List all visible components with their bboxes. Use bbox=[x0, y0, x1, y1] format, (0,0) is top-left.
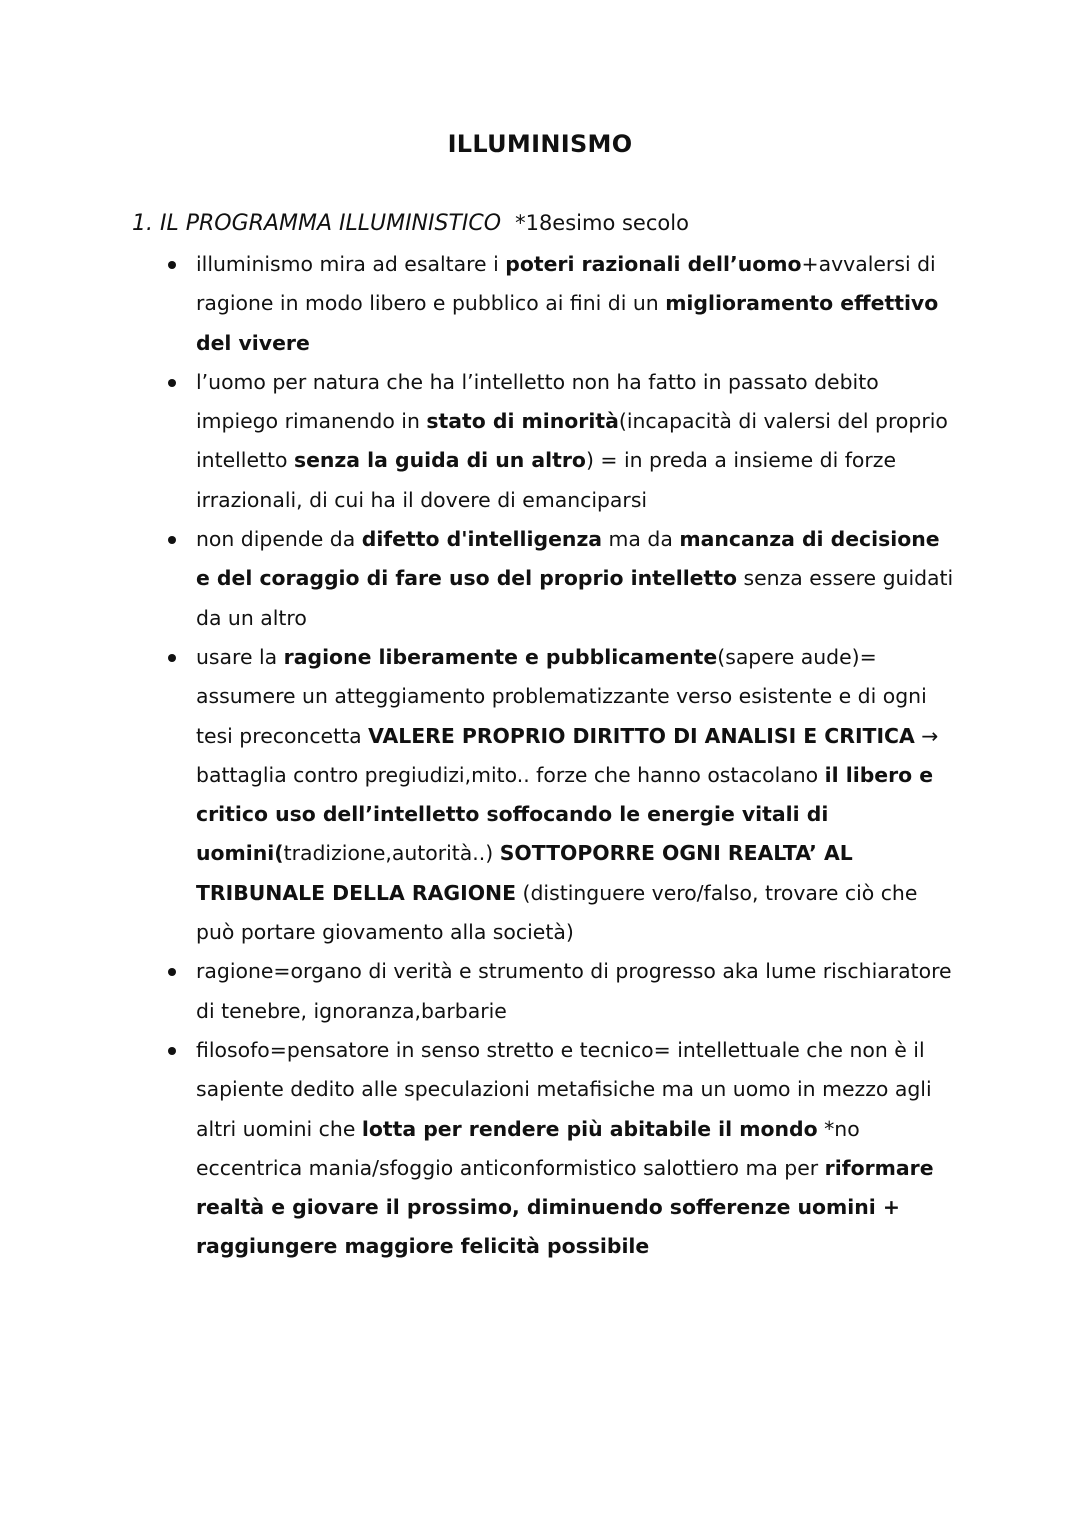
section-title: 1. IL PROGRAMMA ILLUMINISTICO bbox=[132, 211, 502, 236]
bullet-text: senza essere guidati da un altro bbox=[196, 566, 954, 630]
bullet-text: +avvalersi di ragione in modo libero e pubblico ai fini di un bbox=[196, 252, 936, 316]
bullet-text-bold: poteri razionali dell’uomo bbox=[505, 252, 802, 276]
bullet-text-bold: stato di minorità bbox=[426, 409, 619, 434]
bullet-text: illuminismo mira ad esaltare i bbox=[196, 252, 506, 276]
bullet-item bbox=[196, 245, 956, 363]
bullet-text-bold: senza la guida di un altro bbox=[293, 448, 586, 473]
bullet-text-bold: il libero e critico uso dell’intelletto soffocando le energie vitali di uomini( bbox=[196, 762, 934, 866]
bullet-dot-icon bbox=[168, 261, 176, 269]
bullet-dot-icon bbox=[168, 968, 176, 976]
bullet-text: usare la bbox=[196, 644, 284, 669]
bullet-text: (sapere aude)= assumere un atteggiamento problematizzante verso esistente e di ogni tesi preconcetta bbox=[196, 644, 927, 748]
bullet-text: l’uomo per natura che ha l’intelletto non ha fatto in passato debito impiego rimanendo in bbox=[196, 369, 879, 434]
bullet-item bbox=[196, 1031, 956, 1267]
bullet-text-bold: riformare realtà e giovare il prossimo, diminuendo sofferenze uomini + raggiungere maggiore felicità possibile bbox=[196, 1155, 934, 1259]
bullet-text-bold: VALERE PROPRIO DIRITTO DI ANALISI E CRITICA bbox=[368, 723, 915, 748]
bullet-dot-icon bbox=[168, 379, 176, 387]
bullet-list bbox=[196, 245, 956, 1267]
bullet-text: → battaglia contro pregiudizi,mito.. forze che hanno ostacolano bbox=[196, 723, 939, 787]
bullet-text: filosofo=pensatore in senso stretto e tecnico= intellettuale che non è il sapiente dedito alle speculazioni metafisiche ma un uomo in mezzo agli altri uomini che bbox=[196, 1037, 932, 1141]
bullet-dot-icon bbox=[168, 536, 176, 544]
bullet-text: ma da bbox=[602, 527, 680, 552]
bullet-text-bold: difetto d'intelligenza bbox=[361, 527, 603, 552]
bullet-text-bold: miglioramento effettivo del vivere bbox=[196, 291, 939, 355]
document-title: ILLUMINISMO bbox=[447, 130, 633, 158]
bullet-text-bold: SOTTOPORRE OGNI REALTA’ AL TRIBUNALE DELLA RAGIONE bbox=[196, 841, 853, 905]
bullet-item bbox=[196, 638, 956, 952]
bullet-text: ragione=organo di verità e strumento di progresso aka lume rischiaratore di tenebre, ignoranza,barbarie bbox=[196, 959, 952, 1023]
section-heading bbox=[132, 206, 689, 241]
bullet-item bbox=[196, 952, 956, 1031]
bullet-text: non dipende da bbox=[196, 527, 362, 552]
bullet-text: *no eccentrica mania/sfoggio anticonformistico salottiero ma per bbox=[196, 1116, 860, 1180]
bullet-dot-icon bbox=[168, 1047, 176, 1055]
section-note: *18esimo secolo bbox=[515, 211, 689, 235]
bullet-item bbox=[196, 363, 956, 520]
bullet-text: ) = in preda a insieme di forze irrazionali, di cui ha il dovere di emanciparsi bbox=[196, 448, 897, 512]
bullet-dot-icon bbox=[168, 654, 176, 662]
bullet-item bbox=[196, 520, 956, 638]
bullet-text: tradizione,autorità..) bbox=[283, 841, 500, 866]
bullet-text-bold: mancanza di decisione e del coraggio di fare uso del proprio intelletto bbox=[196, 527, 940, 591]
bullet-text-bold: ragione liberamente e pubblicamente bbox=[283, 644, 718, 669]
bullet-text: (incapacità di valersi del proprio intelletto bbox=[196, 409, 948, 473]
bullet-text-bold: lotta per rendere più abitabile il mondo bbox=[361, 1116, 818, 1141]
bullet-text: (distinguere vero/falso, trovare ciò che può portare giovamento alla società) bbox=[196, 880, 918, 945]
